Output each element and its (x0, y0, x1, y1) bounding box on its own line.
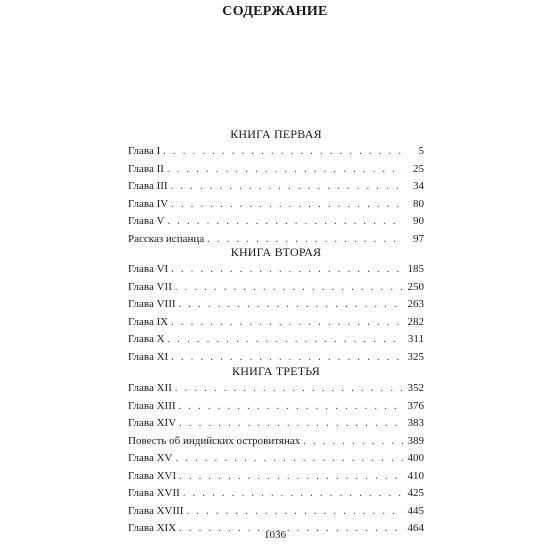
toc-entry-page: 464 (407, 522, 424, 534)
toc-entry-label: Глава XII (128, 382, 172, 394)
toc-entry-page: 389 (407, 434, 424, 447)
toc-entry-label: Рассказ испанца (128, 232, 205, 245)
dot-leader (167, 161, 403, 179)
toc-entry-label: Глава VIII (128, 298, 176, 310)
page-title: СОДЕРЖАНИЕ (222, 4, 328, 19)
toc-entry-page: 352 (407, 382, 424, 394)
toc-entry[interactable] (128, 485, 424, 503)
dot-leader (186, 503, 403, 521)
toc-entry-page: 400 (407, 452, 424, 464)
toc-entry[interactable] (128, 380, 424, 398)
toc-entry[interactable] (128, 433, 424, 451)
dot-leader (171, 196, 403, 214)
toc-entry-page: 97 (413, 232, 424, 245)
dot-leader (179, 415, 403, 433)
toc-entry-page: 383 (407, 417, 424, 429)
toc-entry[interactable] (128, 143, 424, 161)
dot-leader (168, 213, 403, 231)
toc-entry-label: Глава VII (128, 280, 172, 293)
toc-entry-page: 80 (413, 197, 424, 210)
toc-entry[interactable] (128, 331, 424, 349)
toc-entry-label: Глава X (128, 333, 165, 345)
book-heading: КНИГА ПЕРВАЯ (230, 127, 322, 141)
book-section-1 (128, 125, 424, 248)
toc-entry-page: 185 (407, 263, 424, 275)
toc-entry[interactable] (128, 261, 424, 279)
book-heading: КНИГА ВТОРАЯ (230, 245, 322, 259)
toc-entry-label: Глава XIX (128, 522, 177, 534)
toc-entry[interactable] (128, 468, 424, 486)
dot-leader (179, 398, 403, 416)
dot-leader (171, 178, 403, 196)
toc-entry-label: Глава IX (128, 315, 169, 328)
toc-entry-label: Глава XV (128, 452, 173, 464)
toc-entry-label: Глава XVIII (128, 504, 184, 517)
dot-leader (163, 143, 403, 161)
toc-entry-label: Глава XI (128, 350, 169, 363)
toc-entry-page: 325 (407, 350, 424, 363)
toc-entry-label: Глава VI (128, 263, 169, 275)
toc-entry[interactable] (128, 450, 424, 468)
toc-entry-label: Глава XIV (128, 417, 177, 429)
dot-leader (168, 331, 403, 349)
toc-entry-label: Глава XVII (128, 487, 180, 499)
toc-entry[interactable] (128, 503, 424, 521)
book-section-2 (128, 243, 424, 366)
toc-entry-label: Глава II (128, 162, 164, 175)
toc-entry-label: Повесть об индийских островитянах (128, 434, 301, 447)
toc-entry[interactable] (128, 178, 424, 196)
toc-entry-page: 445 (407, 504, 424, 517)
dot-leader (179, 468, 403, 486)
toc-entry[interactable] (128, 279, 424, 297)
toc-entry-label: Глава V (128, 215, 165, 227)
toc-entry-page: 5 (418, 145, 424, 157)
dot-leader (175, 279, 403, 297)
dot-leader (303, 433, 403, 451)
page-number: 1036 (264, 529, 286, 541)
toc-entry-page: 311 (407, 333, 424, 345)
toc-entry[interactable] (128, 415, 424, 433)
toc-entry-page: 376 (407, 399, 424, 412)
toc-entry-page: 90 (413, 215, 424, 227)
dot-leader (175, 380, 403, 398)
toc-entry-page: 34 (413, 180, 424, 192)
toc-entry[interactable] (128, 213, 424, 231)
toc-entry[interactable] (128, 314, 424, 332)
toc-entry-label: Глава III (128, 180, 168, 192)
toc-entry-page: 282 (407, 315, 424, 328)
toc-entry-label: Глава XVI (128, 469, 177, 482)
toc-entry-page: 425 (407, 487, 424, 499)
dot-leader (179, 296, 403, 314)
dot-leader (183, 485, 403, 503)
toc-entry[interactable] (128, 161, 424, 179)
dot-leader (171, 261, 403, 279)
dot-leader (171, 314, 403, 332)
toc-entry-label: Глава I (128, 145, 161, 157)
toc-entry-label: Глава IV (128, 197, 169, 210)
toc-entry-label: Глава XIII (128, 399, 176, 412)
book-section-3 (128, 362, 424, 538)
dot-leader (175, 450, 403, 468)
toc-entry-page: 410 (407, 469, 424, 482)
toc-entry[interactable] (128, 196, 424, 214)
toc-entry-page: 263 (407, 298, 424, 310)
toc-entry[interactable] (128, 398, 424, 416)
toc-entry-page: 250 (407, 280, 424, 293)
toc-entry[interactable] (128, 296, 424, 314)
book-heading: КНИГА ТРЕТЬЯ (232, 364, 320, 378)
toc-entry-page: 25 (413, 162, 424, 175)
